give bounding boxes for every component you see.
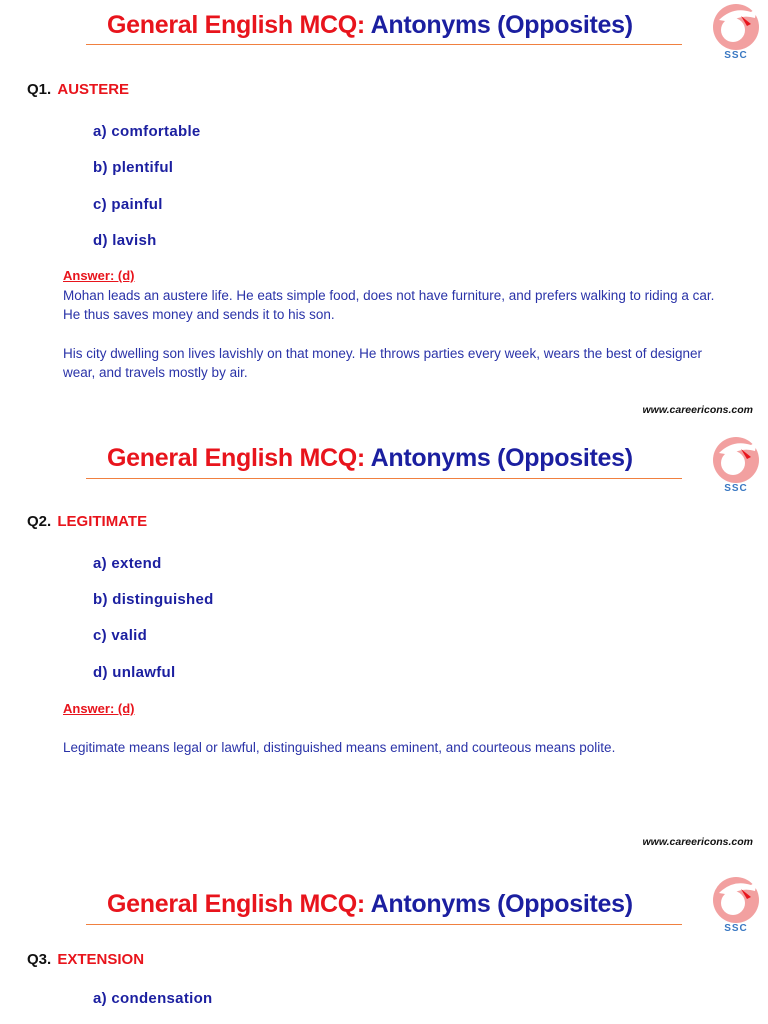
option-b: b) distinguished: [93, 591, 214, 608]
question-number: Q2.: [27, 513, 52, 530]
answer-label: Answer: (d): [63, 701, 135, 716]
option-d: d) lavish: [93, 232, 157, 249]
answer-label: Answer: (d): [63, 268, 135, 283]
question-block-3: [0, 866, 768, 1024]
option-a: a) condensation: [93, 990, 213, 1007]
option-a: a) comfortable: [93, 123, 201, 140]
title-prefix: General English MCQ:: [107, 890, 365, 918]
logo-text: SSC: [724, 483, 748, 493]
page-title: [107, 890, 633, 919]
logo-text: SSC: [724, 923, 748, 933]
explanation-paragraph: His city dwelling son lives lavishly on that money. He throws parties every week, wears the best of designer wear, and travels mostly by air.: [63, 346, 703, 380]
ssc-logo-icon: [711, 435, 761, 493]
page-title: [107, 11, 633, 40]
question-word: LEGITIMATE: [57, 513, 148, 530]
website-link[interactable]: www.careericons.com: [642, 836, 753, 848]
title-prefix: General English MCQ:: [107, 444, 365, 472]
question-heading: [27, 951, 144, 968]
question-word: AUSTERE: [57, 81, 130, 98]
option-b: b) plentiful: [93, 159, 174, 176]
title-topic: Antonyms (Opposites): [370, 11, 633, 39]
question-word: EXTENSION: [57, 951, 145, 968]
option-d: d) unlawful: [93, 664, 176, 681]
website-link[interactable]: www.careericons.com: [642, 404, 753, 416]
header-divider: [86, 924, 682, 925]
explanation-paragraph: Mohan leads an austere life. He eats simple food, does not have furniture, and prefers walking to riding a car. He thus saves money and sends it to his son.: [63, 288, 715, 322]
ssc-logo-icon: [711, 2, 761, 60]
header-divider: [86, 44, 682, 45]
question-block-2: [0, 433, 768, 865]
question-heading: [27, 513, 147, 530]
option-c: c) valid: [93, 627, 148, 644]
title-prefix: General English MCQ:: [107, 11, 365, 39]
option-c: c) painful: [93, 196, 163, 213]
header-divider: [86, 478, 682, 479]
question-block-1: [0, 0, 768, 432]
question-heading: [27, 81, 129, 98]
explanation-paragraph: Legitimate means legal or lawful, distinguished means eminent, and courteous means polite.: [63, 740, 616, 755]
page-title: [107, 444, 633, 473]
question-number: Q1.: [27, 81, 52, 98]
ssc-logo-icon: [711, 875, 761, 933]
question-number: Q3.: [27, 951, 52, 968]
option-a: a) extend: [93, 555, 162, 572]
logo-text: SSC: [724, 50, 748, 60]
title-topic: Antonyms (Opposites): [370, 890, 633, 918]
title-topic: Antonyms (Opposites): [370, 444, 633, 472]
